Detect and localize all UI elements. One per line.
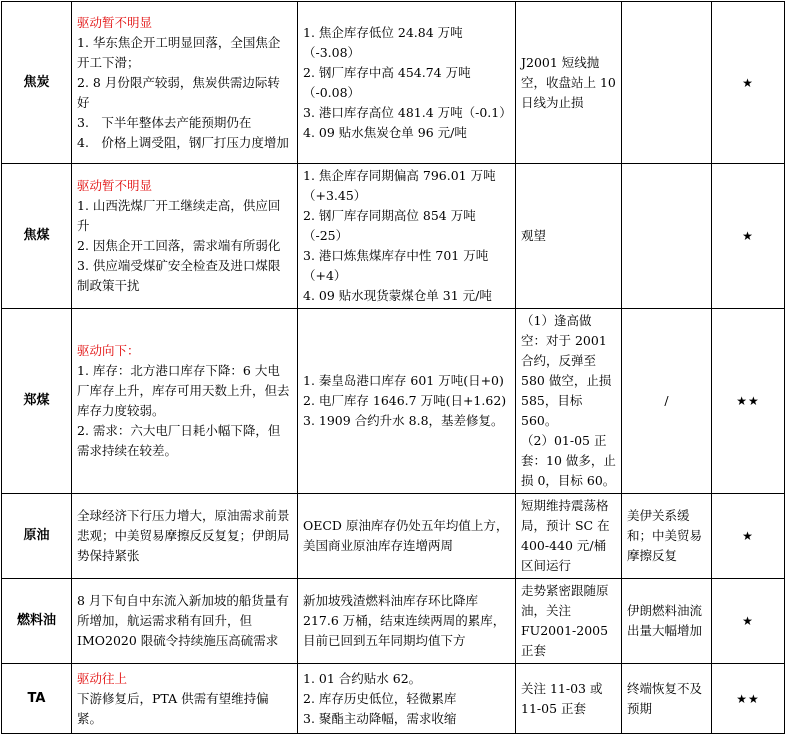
inventory-point: 1. 焦企库存低位 24.84 万吨（-3.08） <box>303 24 463 60</box>
driver-point: 3. 供应端受煤矿安全检查及进口煤限制政策干扰 <box>77 258 281 293</box>
inventory-point: 新加坡残渣燃料油库存环比降库 217.6 万桶，结束连续两周的累库，目前已回到五年同期均值下方 <box>303 593 506 648</box>
strategy-cell <box>516 2 622 164</box>
position-cell: / <box>622 309 712 494</box>
driver-cell <box>72 664 298 734</box>
inventory-point: OECD 原油库存仍处五年均值上方，美国商业原油库存连增两周 <box>303 518 509 553</box>
driver-cell <box>72 579 298 664</box>
product-name: 原油 <box>2 494 72 579</box>
inventory-point: 2. 钢厂库存同期高位 854 万吨（-25） <box>303 208 476 243</box>
driver-point: 2. 因焦企开工回落，需求端有所弱化 <box>77 238 281 253</box>
position-cell <box>622 2 712 164</box>
driver-cell <box>72 164 298 309</box>
position-cell: 美伊关系缓和；中美贸易摩擦反复 <box>622 494 712 579</box>
inventory-cell <box>298 579 516 664</box>
driver-point: 下游修复后，PTA 供需有望维持偏紧。 <box>77 690 269 726</box>
rating-stars: ★ <box>712 579 785 664</box>
inventory-point: 3. 港口炼焦煤库存中性 701 万吨（+4） <box>303 248 489 283</box>
rating-stars: ★ <box>712 494 785 579</box>
driver-summary: 驱动向下： <box>77 343 140 358</box>
inventory-point: 2. 钢厂库存中高 454.74 万吨（-0.08） <box>303 64 471 100</box>
driver-point: 1. 山西洗煤厂开工继续走高，供应回升 <box>77 198 281 233</box>
product-name: 燃料油 <box>2 579 72 664</box>
inventory-cell <box>298 164 516 309</box>
strategy-cell <box>516 309 622 494</box>
position-cell <box>622 164 712 309</box>
strategy-text: 观望 <box>521 228 547 243</box>
inventory-cell <box>298 309 516 494</box>
strategy-text: 短期维持震荡格局，预计 SC 在 400-440 元/桶区间运行 <box>521 498 610 573</box>
inventory-point: 1. 秦皇岛港口库存 601 万吨(日+0) <box>303 373 504 388</box>
table-row <box>2 494 785 579</box>
strategy-cell <box>516 494 622 579</box>
driver-summary: 驱动暂不明显 <box>77 14 153 30</box>
driver-point: 1. 华东焦企开工明显回落，全国焦企开工下滑； <box>77 34 281 70</box>
inventory-point: 3. 聚酯主动降幅，需求收缩 <box>303 710 457 726</box>
driver-point: 8 月下旬自中东流入新加坡的船货量有所增加，航运需求稍有回升，但 IMO2020 限硫令持续施压高硫需求 <box>77 593 289 648</box>
inventory-point: 1. 01 合约贴水 62。 <box>303 670 422 686</box>
rating-stars: ★ <box>712 2 785 164</box>
product-name: 焦煤 <box>2 164 72 309</box>
table-row <box>2 2 785 164</box>
inventory-point: 2. 库存历史低位，轻微累库 <box>303 690 457 706</box>
inventory-point: 4. 09 贴水现货蒙煤仓单 31 元/吨 <box>303 288 492 303</box>
driver-point: 1. 库存：北方港口库存下降：6 大电厂库存上升，库存可用天数上升，但去库存力度较弱。 <box>77 363 290 418</box>
strategy-text: 走势紧密跟随原油，关注 FU2001-2005 正套 <box>521 583 609 658</box>
inventory-point: 3. 港口库存高位 481.4 万吨（-0.1） <box>303 104 512 120</box>
product-name: 焦炭 <box>2 2 72 164</box>
position-cell: 伊朗燃料油流出量大幅增加 <box>622 579 712 664</box>
driver-summary: 驱动暂不明显 <box>77 178 153 193</box>
table-row <box>2 309 785 494</box>
driver-cell <box>72 309 298 494</box>
table-row <box>2 664 785 734</box>
inventory-point: 4. 09 贴水焦炭仓单 96 元/吨 <box>303 124 467 140</box>
futures-strategy-table <box>1 1 785 734</box>
product-name: 郑煤 <box>2 309 72 494</box>
driver-cell <box>72 494 298 579</box>
strategy-cell <box>516 579 622 664</box>
table-row <box>2 164 785 309</box>
product-name: TA <box>2 664 72 734</box>
position-cell: 终端恢复不及预期 <box>622 664 712 734</box>
table-row <box>2 579 785 664</box>
strategy-text: （1）逢高做空：对于 2001 合约，反弹至 580 做空，止损 585，目标 560。 <box>521 313 612 428</box>
driver-point: 全球经济下行压力增大，原油需求前景悲观；中美贸易摩擦反反复复；伊朗局势保持紧张 <box>77 508 290 563</box>
strategy-text: （2）01-05 正套：10 做多，止损 0，目标 60。 <box>521 433 616 488</box>
inventory-cell <box>298 2 516 164</box>
rating-stars: ★★ <box>712 309 785 494</box>
rating-stars: ★ <box>712 164 785 309</box>
driver-summary: 驱动往上 <box>77 670 128 686</box>
inventory-point: 2. 电厂库存 1646.7 万吨(日+1.62) <box>303 393 507 408</box>
strategy-text: 关注 11-03 或 11-05 正套 <box>521 680 603 716</box>
strategy-text: J2001 短线抛空，收盘站上 10 日线为止损 <box>521 54 616 110</box>
inventory-point: 3. 1909 合约升水 8.8，基差修复。 <box>303 413 504 428</box>
inventory-cell <box>298 664 516 734</box>
driver-point: 4. 价格上调受阻，钢厂打压力度增加 <box>77 134 289 150</box>
driver-point: 3. 下半年整体去产能预期仍在 <box>77 114 252 130</box>
inventory-point: 1. 焦企库存同期偏高 796.01 万吨（+3.45） <box>303 168 496 203</box>
inventory-cell <box>298 494 516 579</box>
rating-stars: ★★ <box>712 664 785 734</box>
strategy-cell <box>516 164 622 309</box>
driver-cell <box>72 2 298 164</box>
strategy-cell <box>516 664 622 734</box>
driver-point: 2. 8 月份限产较弱，焦炭供需边际转好 <box>77 74 280 110</box>
driver-point: 2. 需求：六大电厂日耗小幅下降，但需求持续在较差。 <box>77 423 281 458</box>
